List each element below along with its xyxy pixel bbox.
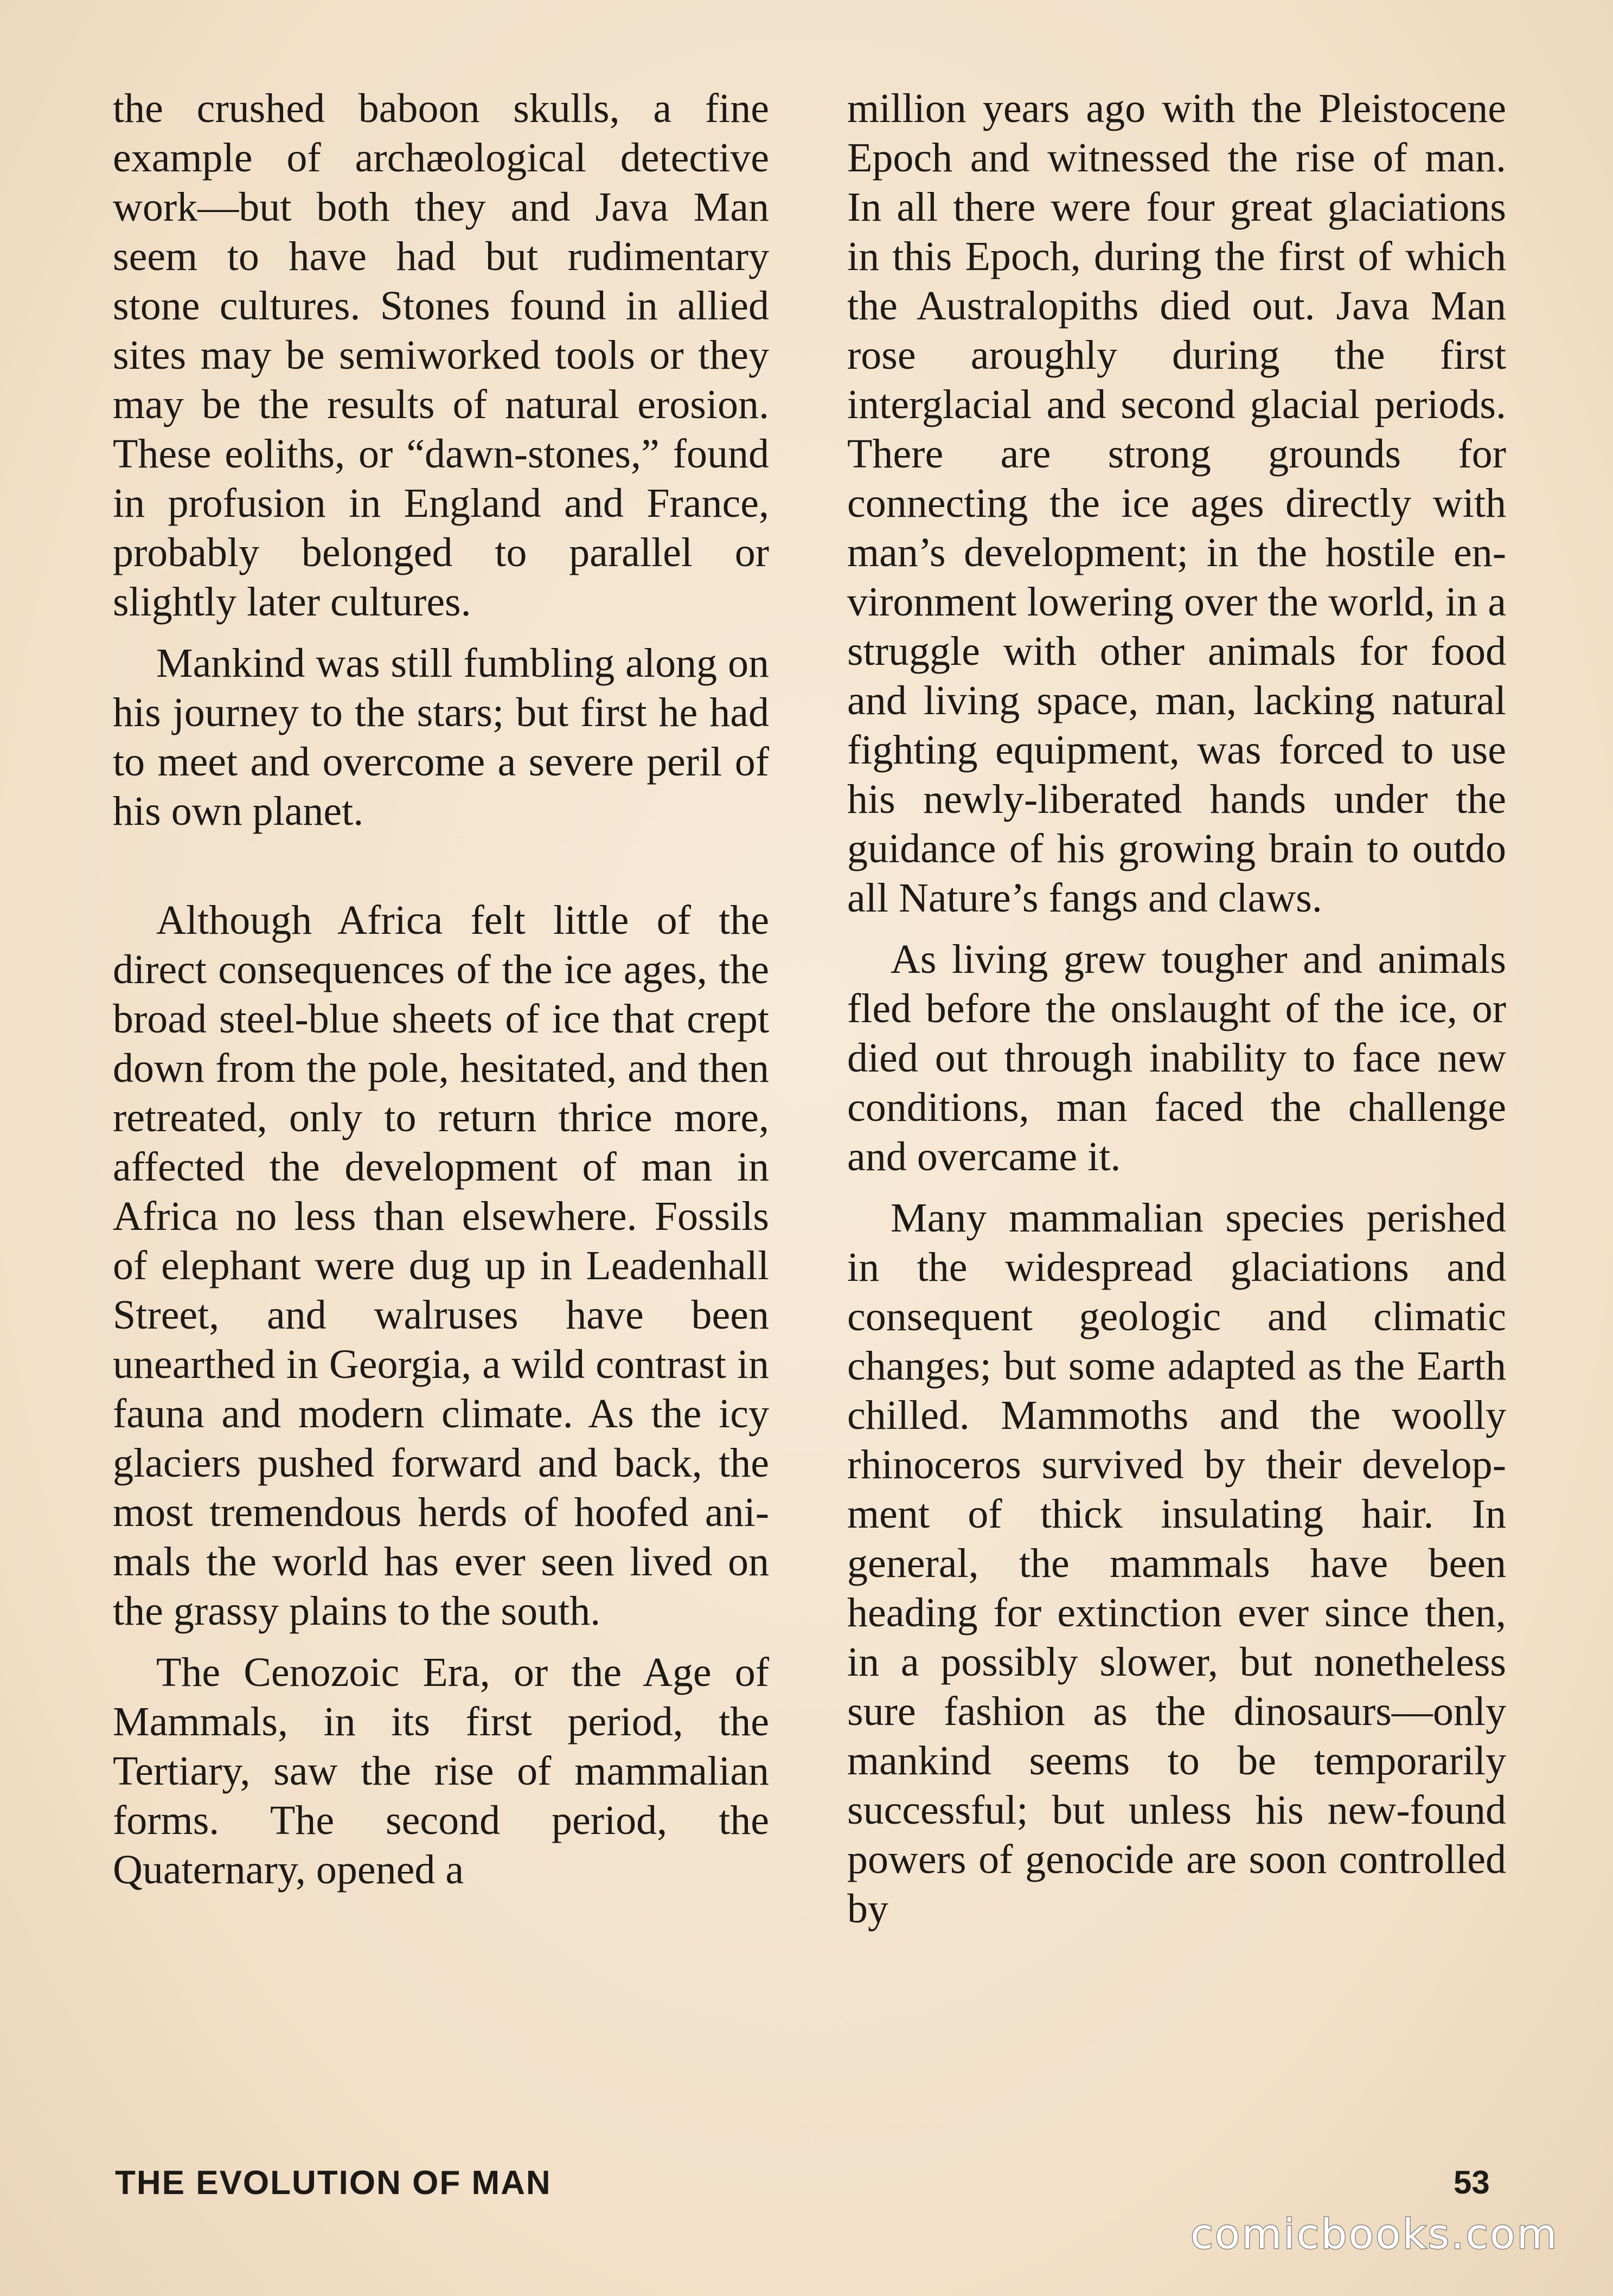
right-column	[847, 84, 1506, 1934]
paragraph: The Cenozoic Era, or the Age of Mammals, in its first period, the Tertiary, saw the rise of mammalian forms. The second period, the Quaternary, opened a	[113, 1650, 769, 1893]
running-footer-title: THE EVOLUTION OF MAN	[115, 2164, 552, 2202]
paragraph: Although Africa felt little of the direct consequences of the ice ages, the broad steel-blue sheets of ice that crept down from the pole, hesitated, and then retreated, only to return thrice more, affected the development of man in Africa no less than elsewhere. Fossils of elephant were dug up in Leadenhall Street, and walruses have been unearthed in Georgia, a wild contrast in fauna and modern climate. As the icy glaciers pushed forward and back, the most tremendous herds of hoofed animals the world has ever seen lived on the grassy plains to the south.	[113, 897, 769, 1634]
paragraph: Mankind was still fumbling along on his journey to the stars; but first he had to meet and overcome a severe peril of his own planet.	[113, 640, 769, 834]
paragraph: million years ago with the Pleistocene Epoch and witnessed the rise of man. In all there were four great glaciations in this Epoch, during the first of which the Australopiths died out. Java Man rose aroughly during the first interglacial and second glacial periods. There are strong grounds for connecting the ice ages directly with man’s development; in the hostile environment lowering over the world, in a struggle with other animals for food and living space, man, lacking natural fighting equipment, was forced to use his newly-liberated hands under the guidance of his growing brain to outdo all Nature’s fangs and claws.	[847, 86, 1506, 921]
paragraph: Many mammalian species perished in the widespread glaciations and consequent geologic and climatic changes; but some adapted as the Earth chilled. Mammoths and the woolly rhinoceros survived by their development of thick insulating hair. In general, the mammals have been heading for extinction ever since then, in a possibly slower, but nonetheless sure fashion as the dinosaurs—only mankind seems to be temporarily successful; but unless his new-found powers of genocide are soon controlled by	[847, 1195, 1506, 1932]
page-number: 53	[1454, 2164, 1490, 2201]
left-column	[113, 84, 769, 1895]
watermark: comicbooks.com	[1190, 2210, 1559, 2258]
paragraph: the crushed baboon skulls, a fine example of archæological detective work—but both they and Java Man seem to have had but rudimentary stone cultures. Stones found in allied sites may be semiworked tools or they may be the results of natural erosion. These eoliths, or “dawn-stones,” found in profusion in England and France, probably belonged to parallel or slightly later cultures.	[113, 86, 769, 625]
paragraph: As living grew tougher and animals fled before the onslaught of the ice, or died out through inability to face new conditions, man faced the challenge and overcame it.	[847, 937, 1506, 1179]
